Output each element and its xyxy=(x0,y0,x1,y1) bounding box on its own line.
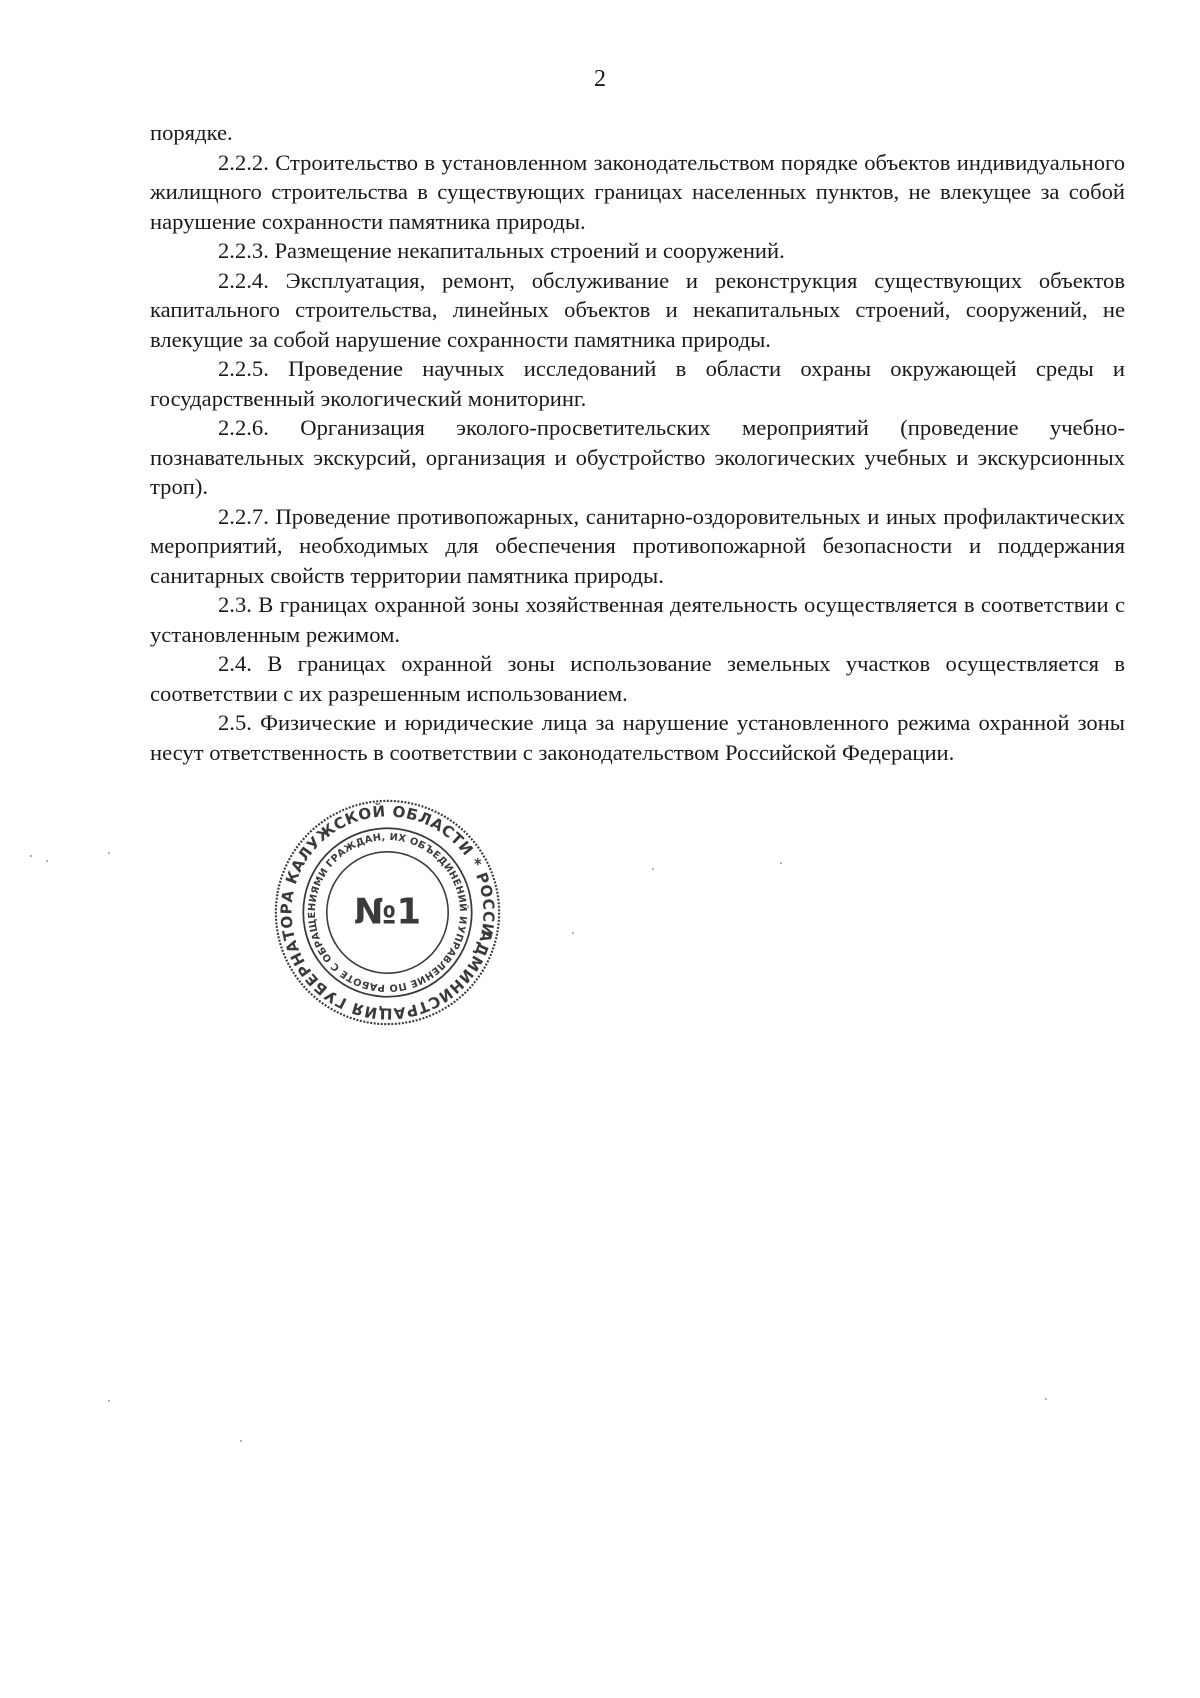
paragraph-2-2-3: 2.2.3. Размещение некапитальных строений и сооружений. xyxy=(218,238,785,263)
seal-number: №1 xyxy=(354,891,421,933)
paragraph-2-2-7: 2.2.7. Проведение противопожарных, санитарно-оздоровительных и иных профилактических мероприятий, необходимых для обеспечения противопожарной безопасности и поддержания санитарных свойств территории памятника природы. xyxy=(150,503,1125,588)
scan-speck xyxy=(780,862,782,864)
scan-speck xyxy=(108,852,110,854)
seal-inner-text: УПРАВЛЕНИЕ ПО РАБОТЕ С ОБРАЩЕНИЯМИ ГРАЖДАН, ИХ ОБЪЕДИНЕНИЙ И xyxy=(306,831,469,994)
paragraph-2-2-2: 2.2.2. Строительство в установленном законодательством порядке объектов индивидуального жилищного строительства в существующих границах населенных пунктов, не влекущее за собой нарушение сохранности памятника природы. xyxy=(150,149,1125,234)
paragraph-2-2-5: 2.2.5. Проведение научных исследований в области охраны окружающей среды и государственный экологический мониторинг. xyxy=(150,356,1125,411)
scan-speck xyxy=(652,868,654,870)
scan-speck xyxy=(572,932,574,934)
seal-outer-text: АДМИНИСТРАЦИЯ ГУБЕРНАТОРА КАЛУЖСКОЙ ОБЛАСТИ * РОССИЙСКАЯ xyxy=(277,802,498,1023)
paragraph-2-5: 2.5. Физические и юридические лица за нарушение установленного режима охранной зоны несут ответственность в соответствии с законодательством Российской Федерации. xyxy=(150,710,1125,765)
seal-graphic xyxy=(270,795,505,1030)
paragraph-2-2-4: 2.2.4. Эксплуатация, ремонт, обслуживание и реконструкция существующих объектов капитального строительства, линейных объектов и некапитальных строений, сооружений, не влекущие за собой нарушение сохранности памятника природы. xyxy=(150,267,1125,352)
scan-speck xyxy=(30,855,32,857)
scan-speck xyxy=(46,860,48,862)
page-number: 2 xyxy=(594,66,606,92)
scan-speck xyxy=(1045,1398,1047,1400)
scan-speck xyxy=(240,1440,242,1442)
paragraph-2-3: 2.3. В границах охранной зоны хозяйственная деятельность осуществляется в соответствии с установленным режимом. xyxy=(150,592,1125,647)
paragraph-2-4: 2.4. В границах охранной зоны использование земельных участков осуществляется в соответствии с их разрешенным использованием. xyxy=(150,651,1125,706)
paragraph-2-2-6: 2.2.6. Организация эколого-просветительских мероприятий (проведение учебно-познавательных экскурсий, организация и обустройство экологических учебных и экскурсионных троп). xyxy=(150,415,1125,499)
document-body xyxy=(150,118,1125,767)
paragraph-continuation: порядке. xyxy=(150,120,233,145)
official-seal-stamp xyxy=(270,795,505,1030)
scan-speck xyxy=(108,1400,110,1402)
